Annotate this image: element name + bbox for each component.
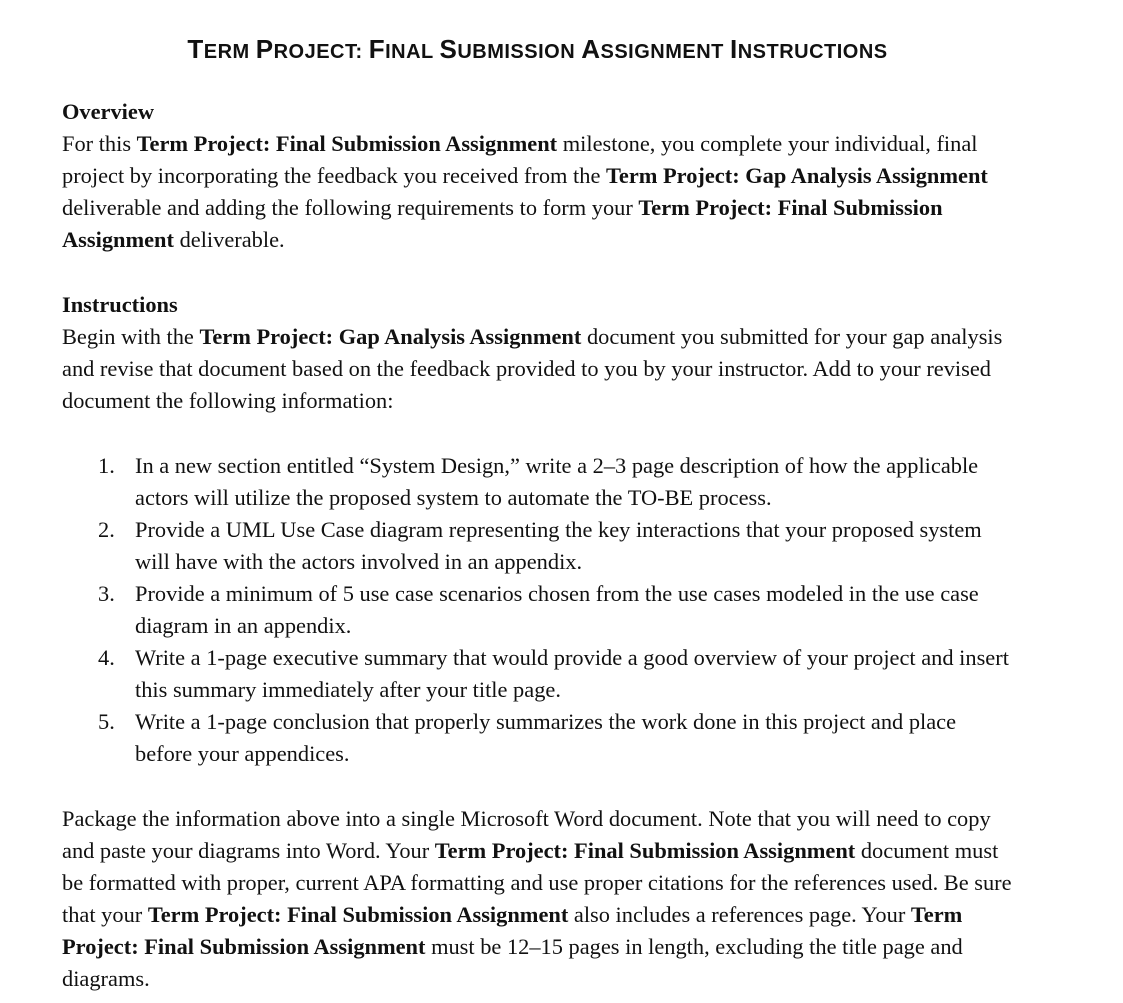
page-title [0, 31, 1075, 70]
list-item: 4. Write a 1-page executive summary that would provide a good overview of your project and insert this summary immediately after your title page. [98, 645, 1009, 702]
title-word: INSTRUCTIONS [729, 34, 888, 64]
list-item: 3. Provide a minimum of 5 use case scenarios chosen from the use cases modeled in the use case diagram in an appendix. [98, 581, 979, 638]
title-word: FINAL [368, 34, 440, 64]
overview-section [62, 96, 1022, 256]
overview-paragraph: For this Term Project: Final Submission Assignment milestone, you complete your individual, final project by incorporating the feedback you received from the Term Project: Gap Analysis Assignment deliverable and adding the following requirements to form your Term Project: Final Submission Assignment deliverable. [62, 131, 988, 252]
list-item: 5. Write a 1-page conclusion that properly summarizes the work done in this project and place before your appendices. [98, 709, 957, 766]
instructions-section [62, 289, 1022, 417]
title-word: SUBMISSION [439, 34, 582, 64]
overview-heading: Overview [62, 99, 155, 124]
packaging-paragraph: Package the information above into a single Microsoft Word document. Note that you will need to copy and paste your diagrams into Word. Your Term Project: Final Submission Assignment document must be formatted with proper, current APA formatting and use proper citations for the references used. Be sure that your Term Project: Final Submission Assignment also includes a references page. Your Term Project: Final Submission Assignment must be 12–15 pages in length, excluding the title page and diagrams. [62, 806, 1012, 991]
title-word: TERM [187, 34, 256, 64]
title-word: PROJECT: [255, 34, 369, 64]
packaging-section [62, 803, 1022, 995]
requirements-list [62, 450, 1022, 770]
list-item: 2. Provide a UML Use Case diagram representing the key interactions that your proposed system will have with the actors involved in an appendix. [98, 517, 982, 574]
title-word: ASSIGNMENT [581, 34, 730, 64]
instructions-heading: Instructions [62, 292, 178, 317]
list-item: 1. In a new section entitled “System Design,” write a 2–3 page description of how the applicable actors will utilize the proposed system to automate the TO-BE process. [98, 453, 979, 510]
instructions-paragraph: Begin with the Term Project: Gap Analysis Assignment document you submitted for your gap analysis and revise that document based on the feedback provided to you by your instructor. Add to your revised document the following information: [62, 324, 1003, 413]
